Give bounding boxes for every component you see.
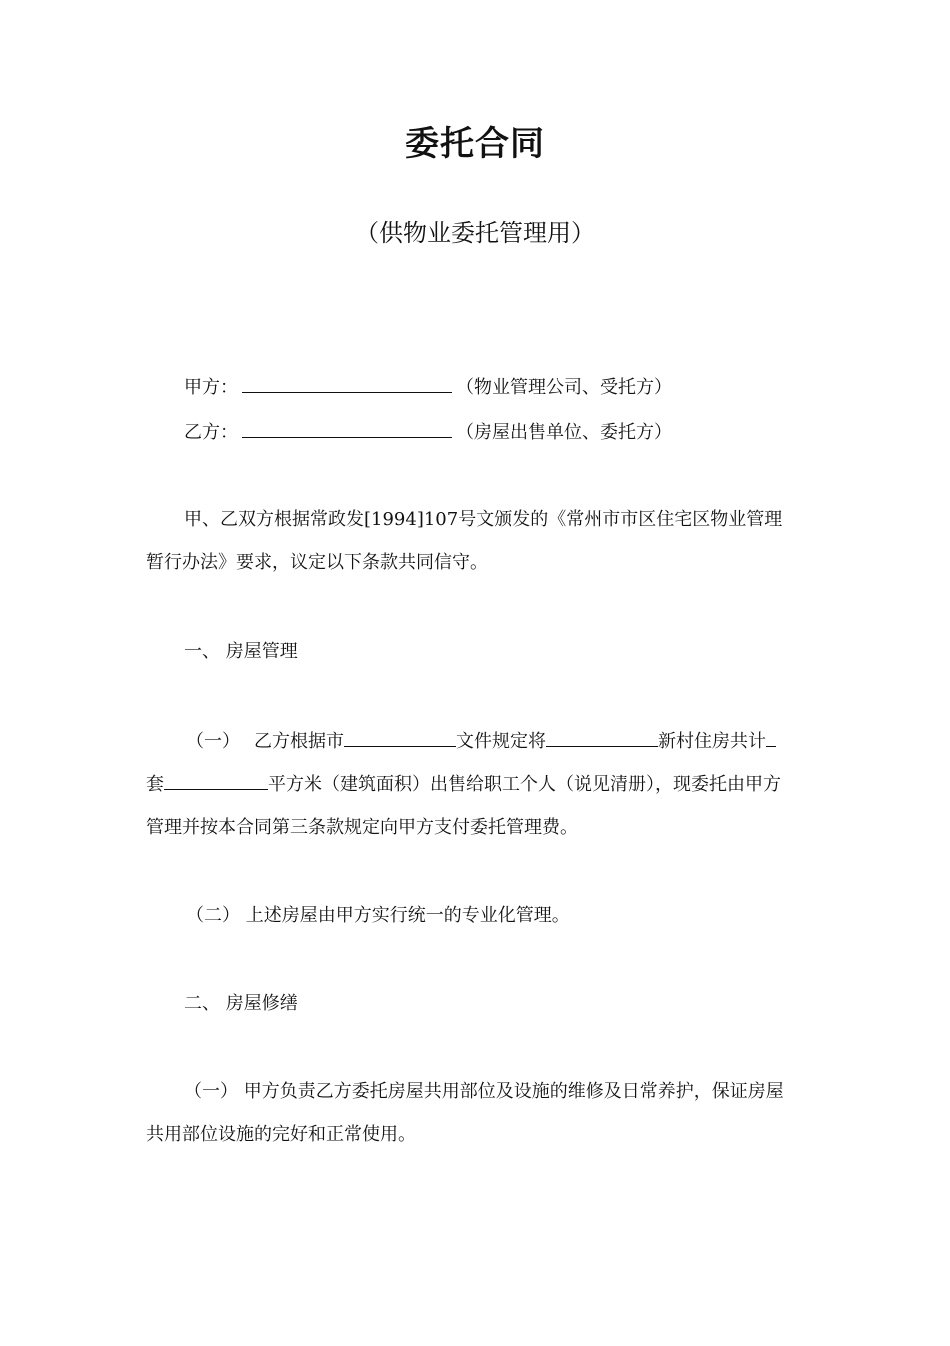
section-1-heading: 一、 房屋管理 bbox=[184, 641, 298, 662]
party-a-note: （物业管理公司、受托方） bbox=[456, 377, 672, 398]
clause-1-1-number: （一） bbox=[186, 731, 240, 752]
party-b-line bbox=[184, 419, 672, 446]
clause-1-1-line-3: 管理并按本合同第三条款规定向甲方支付委托管理费。 bbox=[146, 817, 578, 838]
clause-2-1-line-2: 共用部位设施的完好和正常使用。 bbox=[146, 1124, 416, 1145]
clause-1-1-text-e: 平方米（建筑面积）出售给职工个人（说见清册），现委托由甲方 bbox=[268, 774, 781, 795]
intro-line-2: 暂行办法》要求，议定以下条款共同信守。 bbox=[146, 552, 488, 573]
party-b-label: 乙方： bbox=[184, 422, 238, 443]
section-2-heading: 二、 房屋修缮 bbox=[184, 993, 298, 1014]
party-b-note: （房屋出售单位、委托方） bbox=[456, 422, 672, 443]
document-title: 委托合同 bbox=[405, 124, 545, 164]
party-a-blank bbox=[242, 374, 452, 393]
clause-1-2: （二） 上述房屋由甲方实行统一的专业化管理。 bbox=[186, 905, 570, 926]
party-a-label: 甲方： bbox=[184, 377, 238, 398]
document-subtitle: （供物业委托管理用） bbox=[355, 219, 595, 247]
clause-2-1-line-1: （一） 甲方负责乙方委托房屋共用部位及设施的维修及日常养护，保证房屋 bbox=[184, 1081, 784, 1102]
intro-line-1: 甲、乙双方根据常政发[1994]107号文颁发的《常州市市区住宅区物业管理 bbox=[184, 509, 783, 530]
clause-1-1-text-a: 乙方根据市 bbox=[254, 731, 344, 752]
clause-1-1-line-2 bbox=[146, 771, 781, 798]
clause-1-1-blank-village bbox=[546, 728, 658, 747]
clause-1-1-text-d: 套 bbox=[146, 774, 164, 795]
clause-1-1-text-c: 新村住房共计 bbox=[658, 731, 766, 752]
party-a-line bbox=[184, 374, 672, 401]
clause-1-1-text-b: 文件规定将 bbox=[456, 731, 546, 752]
party-b-blank bbox=[242, 419, 452, 438]
clause-1-1-line-1 bbox=[186, 728, 776, 755]
clause-1-1-blank-count bbox=[766, 728, 776, 747]
clause-1-1-blank-area bbox=[164, 771, 268, 790]
clause-1-1-blank-city-doc bbox=[344, 728, 456, 747]
